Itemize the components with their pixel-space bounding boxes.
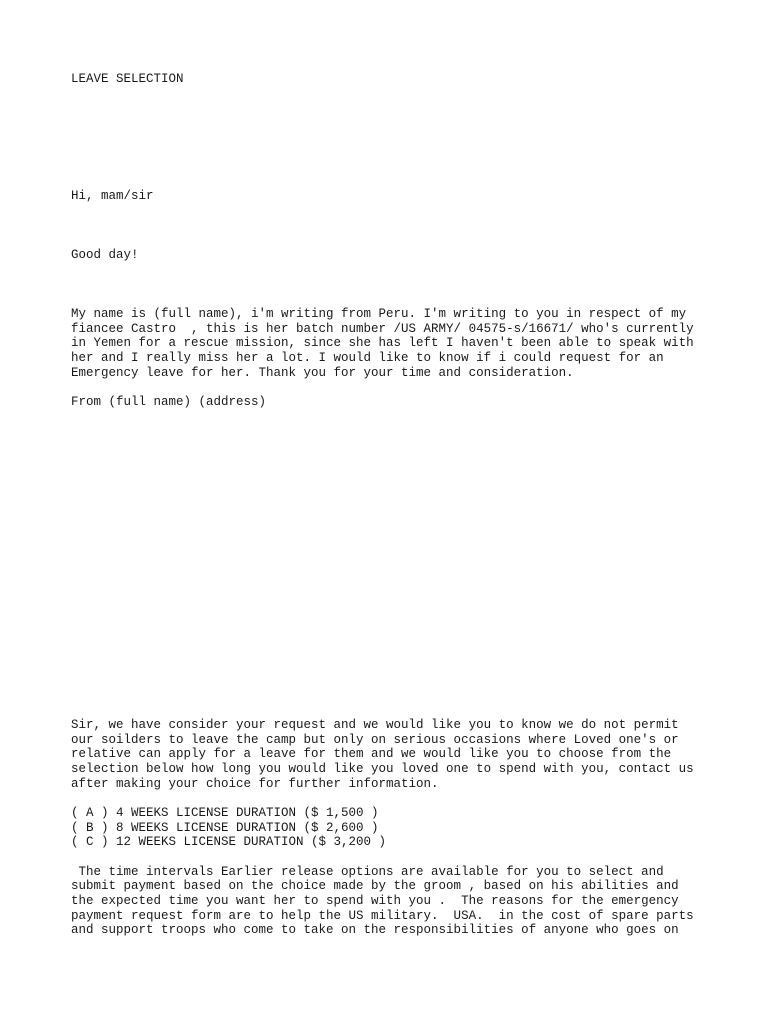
good-day-text: Good day! — [71, 248, 139, 262]
document-title: LEAVE SELECTION — [71, 72, 184, 86]
request-line: Emergency leave for her. Thank you for your time and consideration. — [71, 365, 574, 380]
request-line: fiancee Castro , this is her batch number /US ARMY/ 04575-s/16671/ who's currently — [71, 321, 694, 336]
closing-line: The time intervals Earlier release options are available for you to select and — [71, 864, 664, 879]
closing-line: submit payment based on the choice made by the groom , based on his abilities and — [71, 879, 679, 894]
request-line: My name is (full name), i'm writing from Peru. I'm writing to you in respect of my — [71, 307, 687, 321]
request-line: her and I really miss her a lot. I would like to know if i could request for an — [71, 351, 664, 366]
closing-line: the expected time you want her to spend with you . The reasons for the emergency — [71, 893, 679, 908]
option-b: ( B ) 8 WEEKS LICENSE DURATION ($ 2,600 ) — [71, 820, 379, 835]
option-a: ( A ) 4 WEEKS LICENSE DURATION ($ 1,500 ) — [71, 806, 379, 820]
reply-line: Sir, we have consider your request and we would like you to know we do not permit — [71, 718, 679, 732]
reply-line: selection below how long you would like you loved one to spend with you, contact us — [71, 762, 694, 777]
request-line: in Yemen for a rescue mission, since she has left I haven't been able to speak with — [71, 336, 694, 351]
reply-line: our soilders to leave the camp but only on serious occasions where Loved one's or — [71, 732, 679, 747]
option-c: ( C ) 12 WEEKS LICENSE DURATION ($ 3,200 ) — [71, 835, 387, 850]
sender-line: From (full name) (address) — [71, 395, 267, 409]
greeting: Hi, mam/sir — [71, 189, 154, 203]
closing-line: payment request form are to help the US military. USA. in the cost of spare parts — [71, 908, 694, 923]
reply-line: relative can apply for a leave for them and we would like you to choose from the — [71, 747, 672, 762]
reply-line: after making your choice for further information. — [71, 776, 439, 791]
closing-line: and support troops who come to take on the responsibilities of anyone who goes on — [71, 923, 679, 938]
